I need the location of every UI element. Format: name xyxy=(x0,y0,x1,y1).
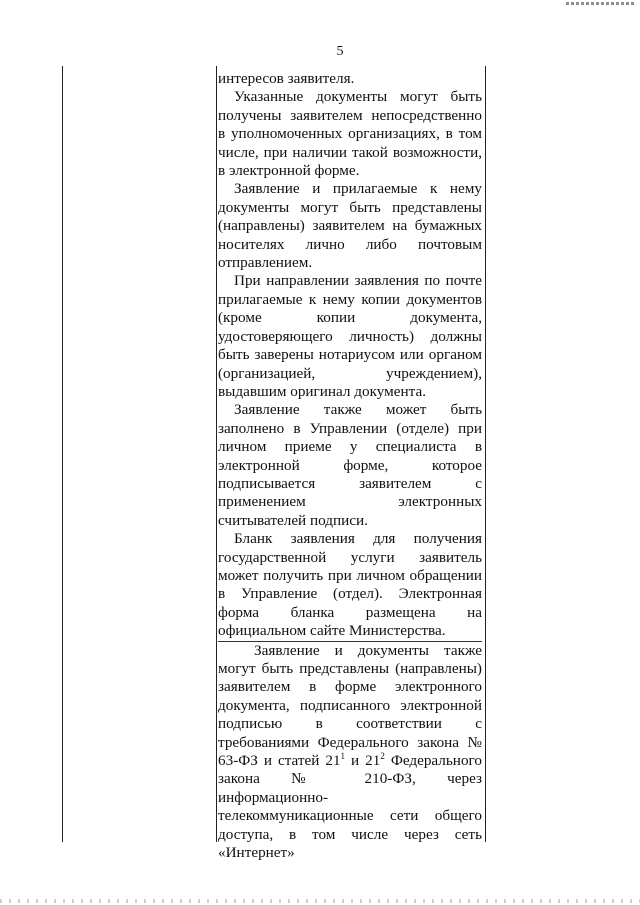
paragraph-postal-copies: При направлении заявления по почте прилагаемые к нему копии документов (кроме копии документа, удостоверяющего личность) должны быть заверены нотариусом или органом (организацией, учреждением), выдавшим оригинал документа. xyxy=(218,272,482,400)
scan-bottom-noise xyxy=(0,899,640,903)
paragraph-electronic-filling: Заявление также может быть заполнено в Управлении (отделе) при личном приеме у специалиста в электронной форме, которое подписывается заявителем с применением электронных считывателей подписи. xyxy=(218,401,482,529)
table-cell-text xyxy=(218,70,482,862)
scan-corner-mark xyxy=(566,2,636,5)
table-border-right xyxy=(485,66,486,842)
paragraph-blank-form: Бланк заявления для получения государственной услуги заявитель может получить при личном обращении в Управление (отдел). Электронная форма бланка размещена на официальном сайте Министерства. xyxy=(218,530,482,641)
superscript-1: 1 xyxy=(340,750,346,761)
paragraph-documents-obtained: Указанные документы могут быть получены заявителем непосредственно в уполномоченных организациях, в том числе, при наличии такой возможности, в электронной форме. xyxy=(218,88,482,180)
paragraph-continuation: интересов заявителя. xyxy=(218,70,355,87)
paragraph-electronic-submission-part-b: и 21 xyxy=(345,752,381,770)
paragraph-electronic-submission xyxy=(218,642,482,863)
paragraph-electronic-submission-part-a: Заявление и документы также могут быть представлены (направлены) заявителем в форме электронного документа, подписанного электронной подписью в соответствии с требованиями Федерального закона № 63-ФЗ и статей 21 xyxy=(218,641,482,770)
paragraph-paper-submission: Заявление и прилагаемые к нему документы могут быть представлены (направлены) заявителем на бумажных носителях лично либо почтовым отправлением. xyxy=(218,180,482,272)
paragraph-electronic-submission-part-c: Федерального закона № 210-ФЗ, через информационно-телекоммуникационные сети общего доступа, в том числе через сеть «Интернет» xyxy=(218,752,482,862)
page-number: 5 xyxy=(336,44,344,59)
table-border-middle xyxy=(216,66,217,842)
superscript-2: 2 xyxy=(380,750,385,761)
table-border-left xyxy=(62,66,63,842)
